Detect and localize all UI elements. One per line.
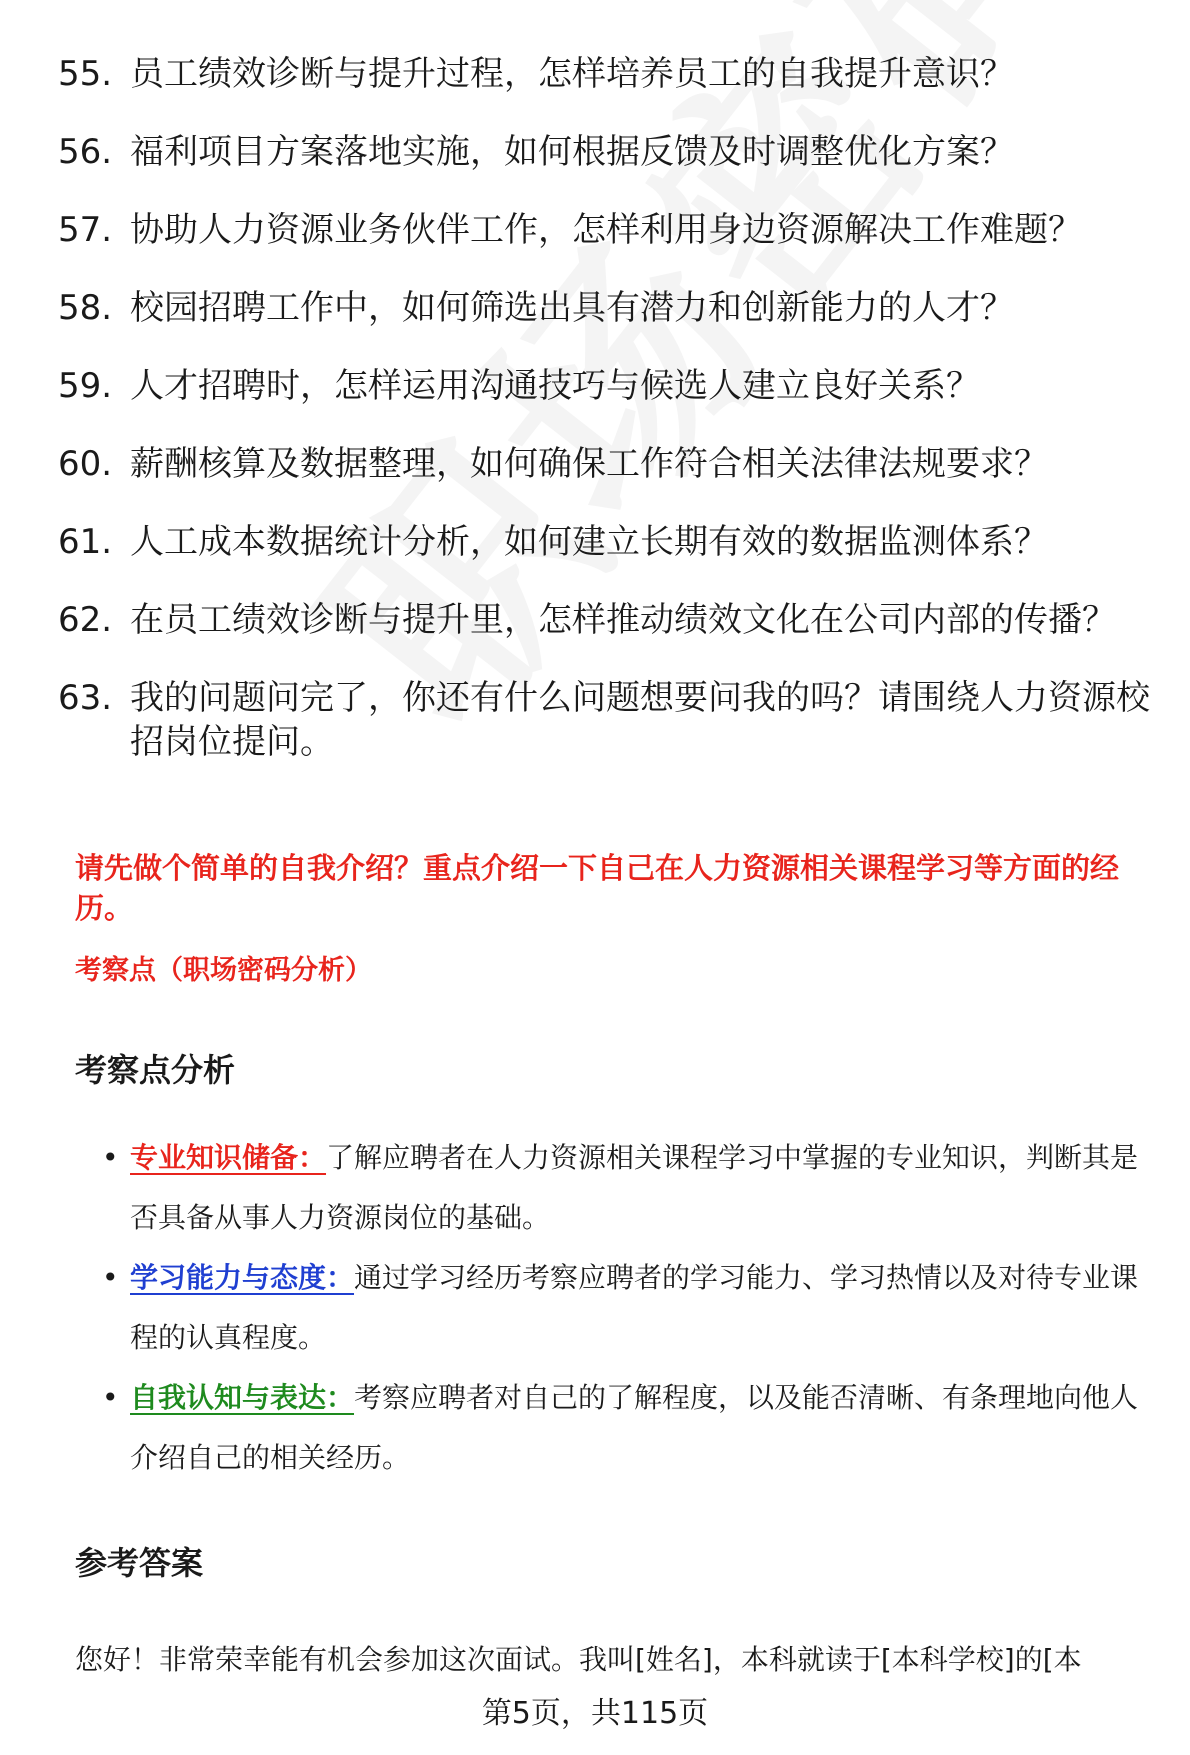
question-item	[58, 442, 1158, 486]
question-item	[58, 52, 1158, 96]
analysis-text: 通过学习经历考察应聘者的学习能力、学习热情以及对待专业课程的认真程度。	[130, 1261, 1139, 1354]
question-text: 薪酬核算及数据整理，如何确保工作符合相关法律法规要求？	[130, 444, 1048, 484]
focus-label: 考察点（职场密码分析）	[75, 955, 372, 986]
analysis-item	[100, 1368, 1165, 1488]
analysis-key: 学习能力与态度：	[130, 1261, 355, 1294]
analysis-text: 考察应聘者对自己的了解程度，以及能否清晰、有条理地向他人介绍自己的相关经历。	[130, 1381, 1139, 1474]
question-item	[58, 520, 1158, 564]
question-number: 59.	[58, 366, 113, 406]
question-item	[58, 130, 1158, 174]
question-text: 人工成本数据统计分析，如何建立长期有效的数据监测体系？	[130, 522, 1048, 562]
question-text: 协助人力资源业务伙伴工作，怎样利用身边资源解决工作难题？	[130, 210, 1082, 250]
bullet-dot-icon: •	[102, 1141, 119, 1174]
question-number: 63.	[58, 678, 113, 718]
question-item	[58, 598, 1158, 642]
intro-question: 请先做个简单的自我介绍？重点介绍一下自己在人力资源相关课程学习等方面的经历。	[75, 851, 1120, 925]
question-number: 55.	[58, 54, 113, 94]
question-item	[58, 676, 1158, 764]
answer-text: 您好！非常荣幸能有机会参加这次面试。我叫[姓名]，本科就读于[本科学校]的[本	[75, 1643, 1082, 1676]
analysis-key: 专业知识储备：	[130, 1141, 327, 1174]
question-number: 61.	[58, 522, 113, 562]
analysis-list	[100, 1128, 1165, 1488]
question-text: 福利项目方案落地实施，如何根据反馈及时调整优化方案？	[130, 132, 1014, 172]
question-item	[58, 208, 1158, 252]
analysis-title: 考察点分析	[75, 1051, 236, 1089]
bullet-dot-icon: •	[102, 1381, 119, 1414]
question-number: 60.	[58, 444, 113, 484]
analysis-text: 了解应聘者在人力资源相关课程学习中掌握的专业知识，判断其是否具备从事人力资源岗位的基础。	[130, 1141, 1139, 1234]
question-text: 人才招聘时，怎样运用沟通技巧与候选人建立良好关系？	[130, 366, 980, 406]
analysis-item	[100, 1128, 1165, 1248]
question-item	[58, 364, 1158, 408]
question-text: 在员工绩效诊断与提升里，怎样推动绩效文化在公司内部的传播？	[130, 600, 1116, 640]
answer-title: 参考答案	[75, 1544, 204, 1582]
question-number: 58.	[58, 288, 113, 328]
analysis-key: 自我认知与表达：	[130, 1381, 355, 1414]
question-number: 62.	[58, 600, 113, 640]
question-text: 我的问题问完了，你还有什么问题想要问我的吗？请围绕人力资源校招岗位提问。	[130, 678, 1150, 762]
question-text: 员工绩效诊断与提升过程，怎样培养员工的自我提升意识？	[130, 54, 1014, 94]
question-number: 57.	[58, 210, 113, 250]
question-list	[58, 52, 1158, 798]
analysis-item	[100, 1248, 1165, 1368]
question-item	[58, 286, 1158, 330]
page-footer: 第5页，共115页	[481, 1696, 709, 1731]
question-number: 56.	[58, 132, 113, 172]
bullet-dot-icon: •	[102, 1261, 119, 1294]
question-text: 校园招聘工作中，如何筛选出具有潜力和创新能力的人才？	[130, 288, 1014, 328]
